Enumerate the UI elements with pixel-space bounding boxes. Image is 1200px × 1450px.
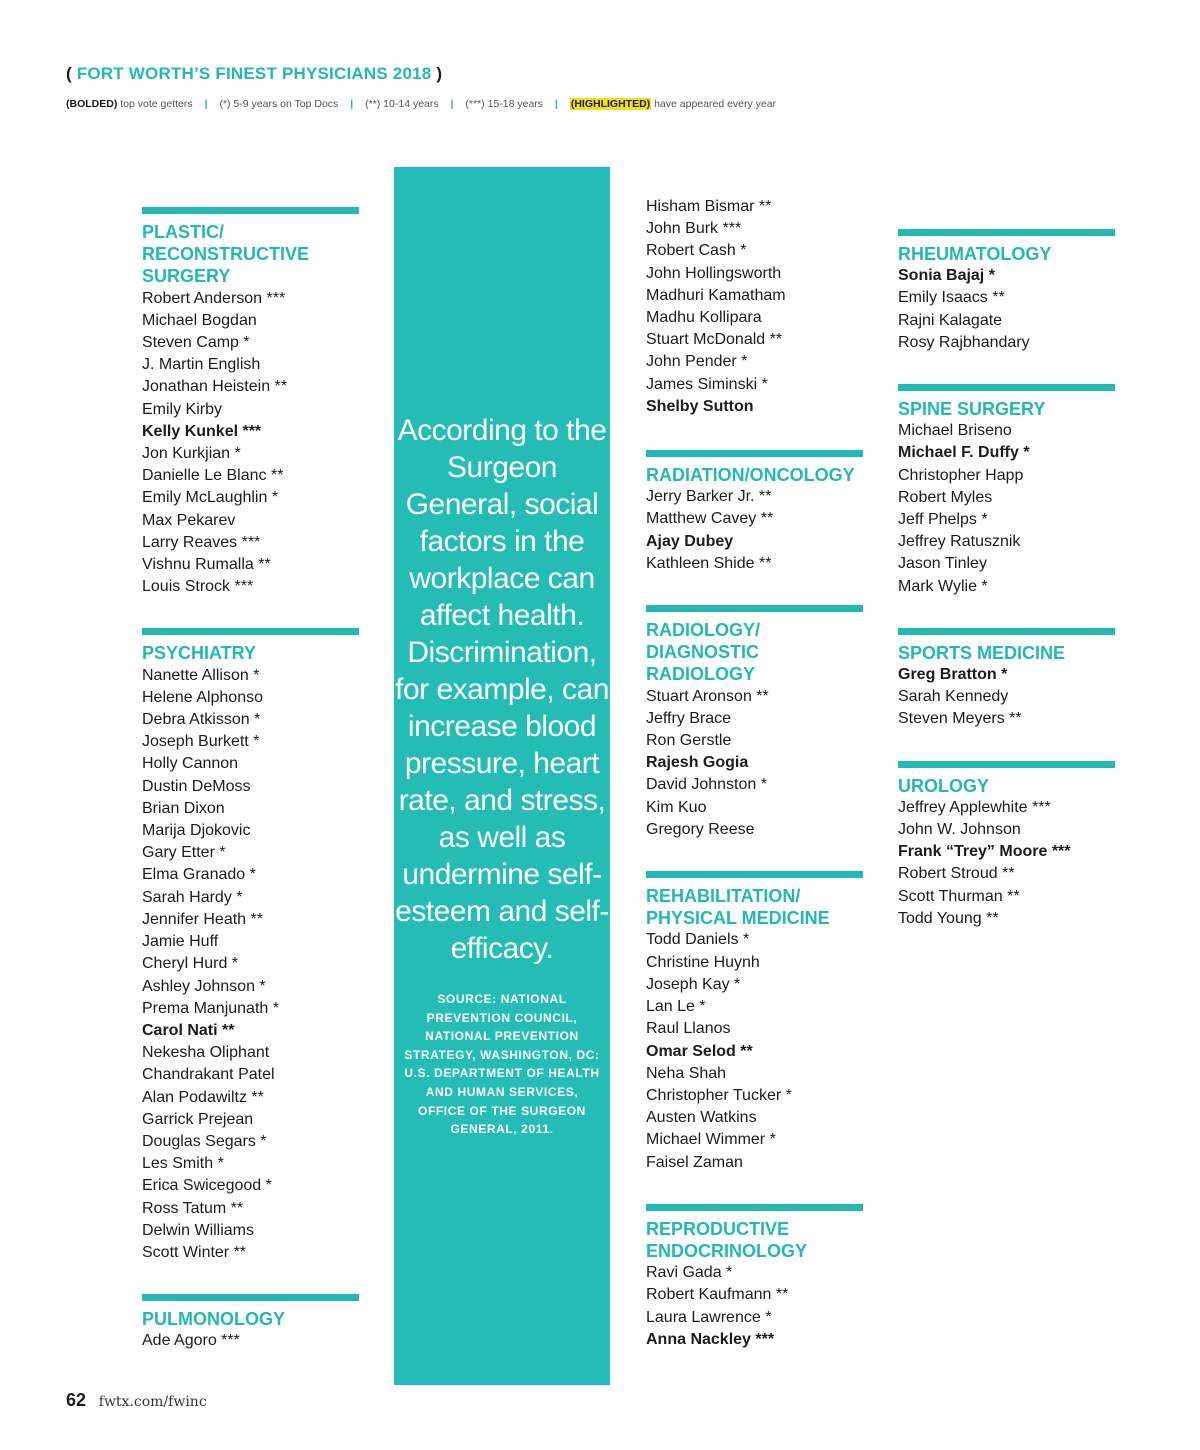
physician-name: Rajni Kalagate [898,311,1003,329]
section-rule [646,605,863,612]
sidebar-quote: According to the Surgeon General, social factors in the workplace can affect health. Discrimination, for example, can increase blood pressure, heart rate, and stress, as well as undermine self-esteem and self-efficacy. [395,414,609,965]
physician-name: Todd Young ** [898,909,999,927]
physician-name: Ron Gerstle [646,732,732,750]
section-rule [646,871,863,878]
physician-name: Gary Etter * [142,844,226,862]
legend-separator: | [554,98,558,110]
specialty-heading: PSYCHIATRY [142,643,257,664]
physician-name: Austen Watkins [646,1109,757,1127]
physician-name: Matthew Cavey ** [646,510,774,528]
section-rule [898,384,1115,391]
specialty-section [646,450,876,575]
physician-name: Cheryl Hurd * [142,955,239,973]
physician-name: Sonia Bajaj * [898,267,995,285]
specialty-heading: SPINE SURGERY [898,399,1046,420]
physician-name: James Siminski * [646,375,768,393]
physician-name: Delwin Williams [142,1221,255,1239]
page-number: 62 [66,1390,87,1410]
section-rule [898,628,1115,635]
specialty-section [646,871,876,1174]
physician-name: Steven Camp * [142,334,250,352]
physician-name: Robert Kaufmann ** [646,1286,789,1304]
physician-name: Garrick Prejean [142,1110,254,1128]
column-1 [142,207,372,1383]
physician-name: Jon Kurkjian * [142,445,241,463]
physician-name: Jonathan Heistein ** [142,378,287,396]
physician-name: Les Smith * [142,1155,224,1173]
physician-name: Ross Tatum ** [142,1199,244,1217]
physician-name: Lan Le * [646,998,706,1016]
open-paren: ( [66,64,72,83]
physician-name: Jerry Barker Jr. ** [646,488,772,506]
physician-name: Kathleen Shide ** [646,554,772,572]
section-rule [142,207,359,214]
physician-name: Erica Swicegood * [142,1177,272,1195]
legend [66,98,776,110]
physician-name: John Burk *** [646,220,742,238]
physician-name: Emily McLaughlin * [142,489,279,507]
legend-highlighted: (HIGHLIGHTED) [570,98,651,110]
physician-name: Sarah Kennedy [898,688,1009,706]
specialty-section [898,384,1128,598]
physician-name: Anna Nackley *** [646,1330,775,1348]
physician-name: Joseph Kay * [646,975,741,993]
physician-name: Sarah Hardy * [142,888,243,906]
specialty-section [898,761,1128,930]
physician-name: Chandrakant Patel [142,1066,275,1084]
physician-name: Raul Llanos [646,1020,731,1038]
page-footer [66,1390,207,1411]
physician-name: David Johnston * [646,776,767,794]
physician-name: Faisel Zaman [646,1153,743,1171]
physician-name: Emily Isaacs ** [898,289,1005,307]
legend-separator: | [204,98,208,110]
physician-name: Douglas Segars * [142,1132,267,1150]
section-rule [898,229,1115,236]
section-rule [142,1294,359,1301]
legend-two-star: (**) 10-14 years [365,98,439,110]
physician-name: Vishnu Rumalla ** [142,556,271,574]
physician-name: J. Martin English [142,356,261,374]
physician-name: Greg Bratton * [898,666,1008,684]
physician-name: Jennifer Heath ** [142,910,263,928]
legend-three-star: (***) 15-18 years [465,98,544,110]
physician-name: Debra Atkisson * [142,711,261,729]
physician-name: Omar Selod ** [646,1042,753,1060]
section-rule [646,1204,863,1211]
section-rule [646,450,863,457]
physician-name: Kim Kuo [646,798,707,816]
physician-name: Michael F. Duffy * [898,444,1030,462]
physician-name: Ajay Dubey [646,532,734,550]
physician-name: Alan Podawiltz ** [142,1088,264,1106]
physician-name: Nekesha Oliphant [142,1044,270,1062]
specialty-section [898,628,1128,731]
legend-separator: | [450,98,454,110]
physician-name: Michael Briseno [898,422,1012,440]
physician-name: Louis Strock *** [142,578,254,596]
physician-name: Helene Alphonso [142,688,263,706]
physician-name: Frank “Trey” Moore *** [898,843,1071,861]
physician-name: Robert Myles [898,488,993,506]
physician-name: Danielle Le Blanc ** [142,467,284,485]
legend-one-star: (*) 5-9 years on Top Docs [219,98,339,110]
physician-name: Holly Cannon [142,755,239,773]
specialty-section [898,229,1128,354]
footer-url: fwtx.com/fwinc [98,1394,207,1410]
physician-name: Marija Djokovic [142,822,251,840]
sidebar-panel [394,167,610,1385]
physician-name: Robert Stroud ** [898,865,1015,883]
physician-name: Stuart Aronson ** [646,687,769,705]
physician-name: Dustin DeMoss [142,777,251,795]
specialty-section [142,1294,372,1352]
physician-name: Robert Cash * [646,242,747,260]
physician-name: Joseph Burkett * [142,733,260,751]
specialty-section [646,1204,876,1351]
physician-name: Scott Thurman ** [898,887,1020,905]
column-3 [646,196,876,1381]
physician-name: John W. Johnson [898,821,1021,839]
physician-name: Neha Shah [646,1064,727,1082]
specialty-heading: SPORTS MEDICINE [898,642,1066,663]
physician-name: Ravi Gada * [646,1264,733,1282]
specialty-heading: UROLOGY [898,775,990,796]
physician-name: Elma Granado * [142,866,256,884]
specialty-heading: RADIOLOGY/ DIAGNOSTIC RADIOLOGY [646,620,761,685]
physician-name: Nanette Allison * [142,666,260,684]
sidebar-source: SOURCE: NATIONAL PREVENTION COUNCIL, NATIONAL PREVENTION STRATEGY, WASHINGTON, DC: U.S. DEPARTMENT OF HEALTH AND HUMAN SERVICES, OFFICE OF THE SURGEON GENERAL, 2011. [404,992,600,1137]
physician-name: Max Pekarev [142,511,236,529]
close-paren: ) [436,64,443,83]
physician-name: Jeff Phelps * [898,511,988,529]
physician-name: Christine Huynh [646,953,760,971]
physician-name: John Hollingsworth [646,264,782,282]
physician-name: Christopher Tucker * [646,1086,792,1104]
physician-name: Brian Dixon [142,799,225,817]
physician-name: Hisham Bismar ** [646,198,772,215]
physician-name: Rajesh Gogia [646,754,749,772]
specialty-heading: PLASTIC/ RECONSTRUCTIVE SURGERY [142,222,310,287]
physician-name: Kelly Kunkel *** [142,422,262,440]
physician-name: Mark Wylie * [898,577,988,595]
physician-name: Ade Agoro *** [142,1332,240,1350]
specialty-heading: RADIATION/ONCOLOGY [646,465,855,486]
legend-bolded: (BOLDED) [66,98,118,110]
physician-name: Jeffrey Applewhite *** [898,798,1051,816]
specialty-heading: REPRODUCTIVE ENDOCRINOLOGY [646,1218,808,1261]
physician-name: Jeffry Brace [646,709,732,727]
title-text: FORT WORTH’S FINEST PHYSICIANS 2018 [76,64,432,83]
physician-name: Jeffrey Ratusznik [898,533,1021,551]
physician-name: Laura Lawrence * [646,1308,772,1326]
specialty-section [142,207,372,598]
physician-name: Madhu Kollipara [646,309,762,327]
physician-name: Shelby Sutton [646,397,754,415]
physician-name: Michael Bogdan [142,311,257,329]
physician-name: Scott Winter ** [142,1243,247,1261]
column-4 [898,229,1128,960]
specialty-section [142,628,372,1264]
physician-name: Todd Daniels * [646,931,750,949]
physician-name: Emily Kirby [142,400,223,418]
physician-name: Jason Tinley [898,555,987,573]
physician-name: Gregory Reese [646,820,755,838]
specialty-heading: PULMONOLOGY [142,1309,285,1330]
legend-separator: | [350,98,354,110]
continued-list [646,196,876,418]
specialty-section [646,605,876,841]
physician-name: Prema Manjunath * [142,999,279,1017]
physician-name: Ashley Johnson * [142,977,266,995]
specialty-heading: RHEUMATOLOGY [898,244,1052,264]
legend-bolded-desc: top vote getters [120,98,193,110]
physician-name: John Pender * [646,353,748,371]
legend-highlighted-desc: have appeared every year [654,98,777,110]
physician-name: Jamie Huff [142,933,219,951]
physician-name: Robert Anderson *** [142,289,286,307]
physician-name: Madhuri Kamatham [646,286,786,304]
page-title [66,64,442,84]
physician-name: Carol Nati ** [142,1021,235,1039]
specialty-heading: REHABILITATION/ PHYSICAL MEDICINE [646,886,830,929]
physician-name: Michael Wimmer * [646,1131,776,1149]
physician-name: Christopher Happ [898,466,1024,484]
section-rule [142,628,359,635]
physician-name: Rosy Rajbhandary [898,333,1030,351]
physician-name: Steven Meyers ** [898,710,1022,728]
section-rule [898,761,1115,768]
physician-name: Stuart McDonald ** [646,331,783,349]
physician-name: Larry Reaves *** [142,533,261,551]
